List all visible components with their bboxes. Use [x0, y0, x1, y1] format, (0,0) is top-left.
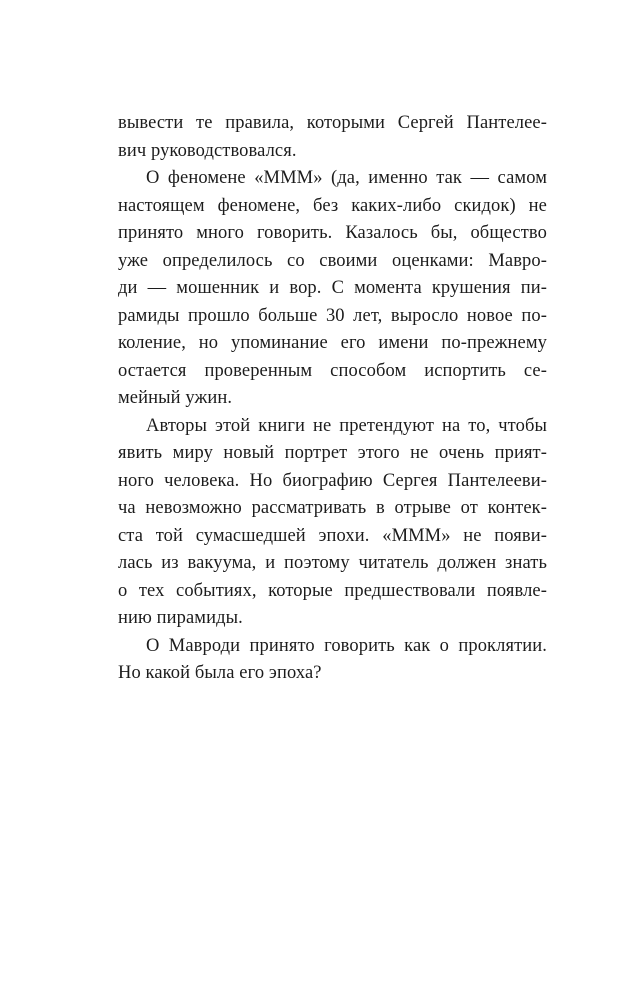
text-line: мейный ужин. — [118, 388, 233, 408]
text-line: О Мавроди принято говорить как о проклятии. — [146, 635, 547, 656]
text-line: рамиды прошло больше 30 лет, выросло новое по- — [118, 305, 547, 326]
text-line: принято много говорить. Казалось бы, общество — [118, 223, 547, 243]
text-line: лась из вакуума, и поэтому читатель должен знать — [118, 553, 547, 573]
paragraph — [118, 633, 547, 688]
text-line: вывести те правила, которыми Сергей Пантелее- — [118, 113, 547, 133]
paragraph — [118, 110, 547, 165]
text-line: явить миру новый портрет этого не очень прият- — [118, 443, 547, 463]
paragraph — [118, 413, 547, 633]
text-line: Но какой была его эпоха? — [118, 663, 322, 683]
text-line: настоящем феномене, без каких-либо скидок) не — [118, 195, 547, 216]
text-line: ста той сумасшедшей эпохи. «МММ» не появи- — [118, 525, 547, 546]
text-line: уже определилось со своими оценками: Мавро- — [118, 250, 547, 271]
text-line: о тех событиях, которые предшествовали появле- — [118, 580, 547, 601]
text-line: вич руководствовался. — [118, 140, 297, 161]
text-line: нию пирамиды. — [118, 608, 243, 628]
text-line: ча невозможно рассматривать в отрыве от контек- — [118, 498, 547, 518]
paragraph — [118, 165, 547, 413]
text-line: Авторы этой книги не претендуют на то, чтобы — [146, 415, 547, 436]
text-line: ди — мошенник и вор. С момента крушения пи- — [118, 278, 547, 298]
text-line: О феномене «МММ» (да, именно так — самом — [146, 168, 547, 188]
text-line: остается проверенным способом испортить се- — [118, 360, 547, 381]
text-line: ного человека. Но биографию Сергея Пантелееви- — [118, 470, 547, 491]
text-line: коление, но упоминание его имени по-прежнему — [118, 333, 547, 353]
page-text-block — [118, 110, 547, 688]
